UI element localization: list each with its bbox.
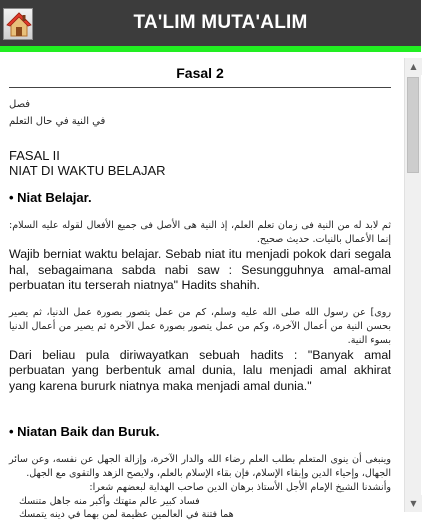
scroll-down-button[interactable] <box>405 495 422 512</box>
arabic-heading-line: في النية في حال التعلم <box>9 116 106 127</box>
translation-paragraph: Wajib berniat waktu belajar. Sebab niat itu menjadi pokok dari segala hal, sebagaimana sabda nabi saw : Sesungguhnya amal-amal perbuatan itu terserah niatnya" Hadits shahih. <box>9 247 391 292</box>
vertical-scrollbar[interactable] <box>404 58 421 512</box>
app-title-bar <box>0 0 421 52</box>
arabic-paragraph: وأنشدنا الشيخ الإمام الأجل الأستاذ برهان الدين صاحب الهداية لبعضهم شعرا: <box>89 482 391 493</box>
arabic-paragraph: روى] عن رسول الله صلى الله عليه وسلم، كم من عمل يتصور بصورة عمل الدنيا، ثم يصير بحسن النية من أعمال الآخرة، وكم من عمل يتصور بصورة عمل الآخرة ثم يصير من أعمال الدنيا بسوء النية. <box>9 306 391 346</box>
fasal-label: FASAL II <box>9 148 60 163</box>
title-divider <box>9 87 391 88</box>
poem-line: هما فتنة في العالمين عظيمة لمن بهما في دينه يتمسك <box>19 509 234 520</box>
arrow-down-icon: ▼ <box>410 499 417 508</box>
poem-line: فساد كبير عالم متهتك وأكبر منه جاهل متنسك <box>19 496 200 507</box>
home-button[interactable] <box>3 8 33 40</box>
content-area <box>0 58 403 520</box>
arabic-paragraph: ثم لابد له من النية فى زمان تعلم العلم، إذ النية هى الأصل فى جميع الأفعال لقوله عليه السلام: إنما الأعمال بالنيات. حديث صحيح. <box>9 220 391 245</box>
arrow-up-icon: ▲ <box>410 62 417 71</box>
app-title: TA'LIM MUTA'ALIM <box>133 12 308 33</box>
section-title: • Niatan Baik dan Buruk. <box>9 424 160 439</box>
arabic-heading <box>9 96 391 130</box>
translation-paragraph: Dari beliau pula diriwayatkan sebuah hadits : "Banyak amal perbuatan yang berbentuk amal dunia, lalu menjadi amal akhirat yang karena bururk niatnya maka menjadi amal dunia." <box>9 347 391 393</box>
arabic-poem <box>9 495 391 521</box>
scroll-thumb[interactable] <box>407 77 419 173</box>
home-icon <box>7 12 31 37</box>
page-title: Fasal 2 <box>176 65 224 81</box>
scroll-up-button[interactable] <box>405 58 422 75</box>
arabic-heading-line: فصل <box>9 99 31 110</box>
arabic-paragraph: وينبغى أن ينوى المتعلم بطلب العلم رضاء الله والدار الآخرة، وإزالة الجهل عن نفسه، وعن سائر الجهال، وإحياء الدين وإبقاء الإسلام، فإن بقاء الإسلام بالعلم، ولايصح الزهد والتقوى مع الجهل. <box>9 454 391 479</box>
fasal-subtitle: NIAT DI WAKTU BELAJAR <box>9 163 166 178</box>
section-title: • Niat Belajar. <box>9 190 92 205</box>
fasal-heading <box>9 148 391 178</box>
